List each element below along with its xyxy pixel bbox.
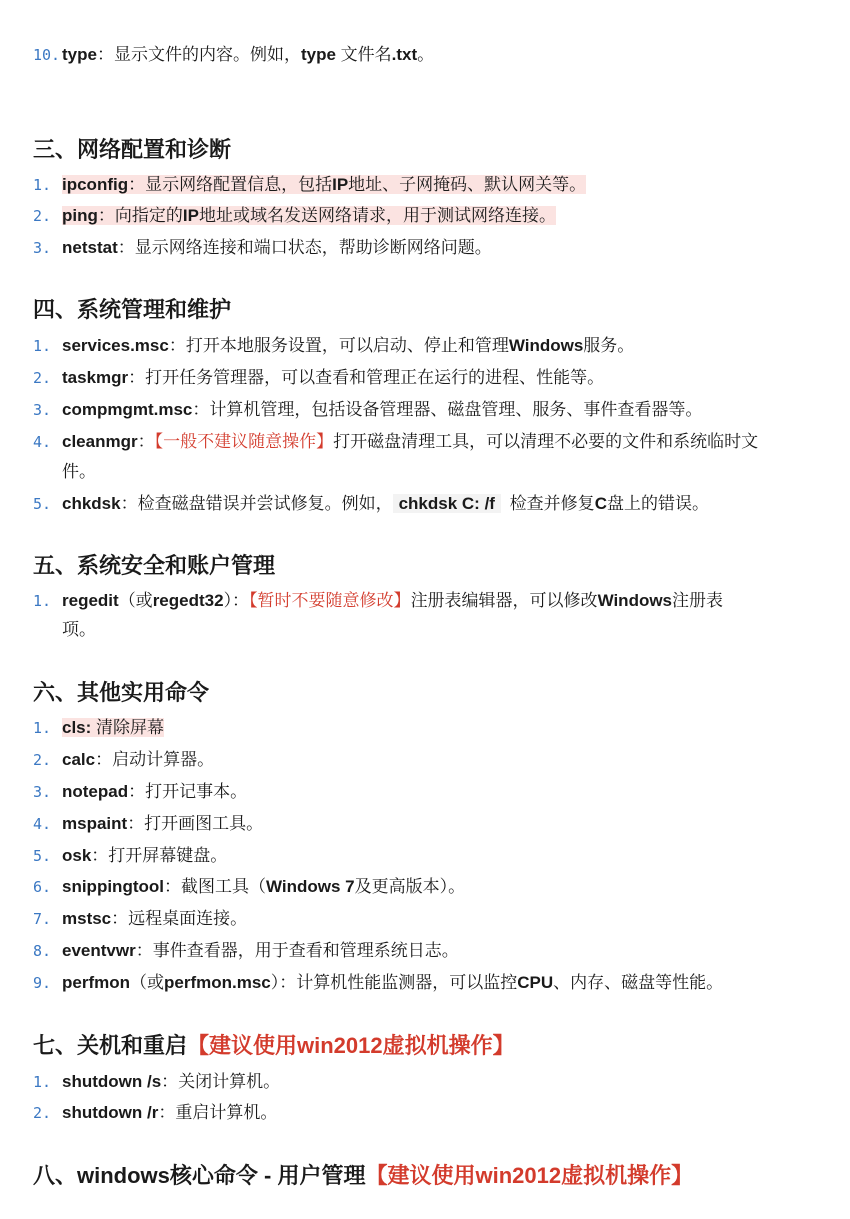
paren-text: （或 [130, 973, 164, 992]
warning-note: 【暂时不要随意修改】 [249, 591, 411, 610]
command-name: chkdsk [62, 494, 121, 513]
list-number: 2. [33, 369, 52, 387]
list-number: 2. [33, 207, 52, 225]
bold-term: CPU [517, 973, 554, 992]
command-name: ipconfig [62, 175, 129, 194]
command-name: eventvwr [62, 941, 136, 960]
list-number: 4. [33, 815, 52, 833]
description: 地址、子网掩码、默认网关等。 [348, 175, 587, 194]
heading-text: 用户管理 [277, 1163, 366, 1188]
description: ：远程桌面连接。 [111, 909, 248, 928]
description-continuation: 项。 [62, 620, 96, 639]
description: ：重启计算机。 [158, 1103, 278, 1122]
list-number: 2. [33, 1104, 52, 1122]
command-name-alt: regedt32 [152, 591, 224, 610]
inline-code: chkdsk C: /f [393, 494, 501, 513]
section-heading-security: 五、系统安全和账户管理 [33, 553, 276, 578]
list-number: 6. [33, 878, 52, 896]
highlighted-text [62, 718, 164, 737]
bold-term: C [594, 494, 607, 513]
description: ：打开画图工具。 [127, 814, 264, 833]
command-name: type [62, 45, 97, 64]
paren-text: ）： [223, 591, 250, 610]
command-name: ping [62, 206, 98, 225]
section-heading-utilities: 六、其他实用命令 [33, 680, 210, 705]
command-name: snippingtool [62, 877, 164, 896]
description: 打开磁盘清理工具，可以清理不必要的文件和系统临时文 [333, 432, 759, 451]
section-heading-system-admin: 四、系统管理和维护 [33, 297, 232, 322]
bold-term: Windows [508, 336, 584, 355]
description: 注册表 [672, 591, 724, 610]
bold-term: Windows [597, 591, 673, 610]
description: ：截图工具（ [163, 877, 266, 896]
command-name: regedit [62, 591, 119, 610]
list-number: 8. [33, 942, 52, 960]
list-number: 1. [33, 592, 52, 610]
command-name: calc [62, 750, 96, 769]
colon: ： [96, 45, 114, 64]
command-name: shutdown /r [62, 1103, 159, 1122]
description: 检查并修复 [504, 494, 595, 513]
description: 计算机性能监测器，可以监控 [296, 973, 518, 992]
description: 地址或域名发送网络请求，用于测试网络连接。 [198, 206, 556, 225]
paren-text: ）： [270, 973, 297, 992]
warning-note: 【一般不建议随意操作】 [154, 432, 334, 451]
description: ：关闭计算机。 [161, 1072, 281, 1091]
description: ：向指定的 [97, 206, 183, 225]
colon: ： [137, 432, 155, 451]
example-command: type [300, 45, 336, 64]
description: 盘上的错误。 [606, 494, 709, 513]
highlighted-text [62, 175, 586, 194]
list-number: 10. [33, 46, 61, 64]
list-number: 3. [33, 783, 52, 801]
command-name: mspaint [62, 814, 128, 833]
command-name: services.msc [62, 336, 169, 355]
description: ：事件查看器，用于查看和管理系统日志。 [135, 941, 459, 960]
example-text: 文件名 [335, 45, 392, 64]
command-name: osk [62, 846, 92, 865]
list-number: 9. [33, 974, 52, 992]
description: 及更高版本）。 [354, 877, 466, 896]
description: 清除屏幕 [91, 718, 165, 737]
command-name: mstsc [62, 909, 112, 928]
command-name: notepad [62, 782, 129, 801]
description-continuation: 件。 [62, 462, 96, 481]
description: ：显示网络配置信息，包括 [128, 175, 333, 194]
command-name: taskmgr [62, 368, 129, 387]
list-number: 7. [33, 910, 52, 928]
command-name-alt: perfmon.msc [164, 973, 271, 992]
description: ：显示网络连接和端口状态，帮助诊断网络问题。 [117, 238, 492, 257]
heading-text: 八、windows核心命令 - [33, 1163, 278, 1188]
list-number: 5. [33, 847, 52, 865]
list-number: 1. [33, 337, 52, 355]
description: ：打开任务管理器，可以查看和管理正在运行的进程、性能等。 [128, 368, 605, 387]
command-name: compmgmt.msc [62, 400, 193, 419]
description: ：打开本地服务设置，可以启动、停止和管理 [168, 336, 509, 355]
description: 服务。 [583, 336, 635, 355]
command-name: cleanmgr [62, 432, 138, 451]
section-heading-network: 三、网络配置和诊断 [33, 137, 232, 162]
bold-term: Windows 7 [265, 877, 355, 896]
description: 、内存、磁盘等性能。 [553, 973, 724, 992]
list-number: 4. [33, 433, 52, 451]
bold-term: IP [332, 175, 349, 194]
section-heading-user-management [33, 1161, 693, 1191]
heading-tag: 【建议使用win2012虚拟机操作】 [365, 1163, 694, 1188]
description: ：计算机管理，包括设备管理器、磁盘管理、服务、事件查看器等。 [192, 400, 703, 419]
list-number: 1. [33, 1073, 52, 1091]
list-number: 3. [33, 401, 52, 419]
list-number: 5. [33, 495, 52, 513]
command-name: cls: [62, 718, 92, 737]
list-number: 2. [33, 751, 52, 769]
section-heading-shutdown [33, 1031, 515, 1061]
heading-tag: 【建议使用win2012虚拟机操作】 [187, 1033, 515, 1058]
description: ：打开屏幕键盘。 [91, 846, 228, 865]
description: ：检查磁盘错误并尝试修复。例如， [120, 494, 393, 513]
description: 注册表编辑器，可以修改 [410, 591, 598, 610]
description: ：打开记事本。 [128, 782, 248, 801]
list-number: 1. [33, 719, 52, 737]
paren-text: （或 [118, 591, 153, 610]
example-extension: .txt [391, 45, 418, 64]
description: ：启动计算器。 [95, 750, 215, 769]
heading-text: 七、关机和重启 [33, 1033, 188, 1058]
command-name: perfmon [62, 973, 130, 992]
command-name: netstat [62, 238, 118, 257]
command-name: shutdown /s [62, 1072, 162, 1091]
list-number: 3. [33, 239, 52, 257]
bold-term: IP [182, 206, 199, 225]
description: 显示文件的内容。例如， [113, 45, 301, 64]
list-number: 1. [33, 176, 52, 194]
highlighted-text [62, 206, 556, 225]
punctuation: 。 [417, 45, 435, 64]
